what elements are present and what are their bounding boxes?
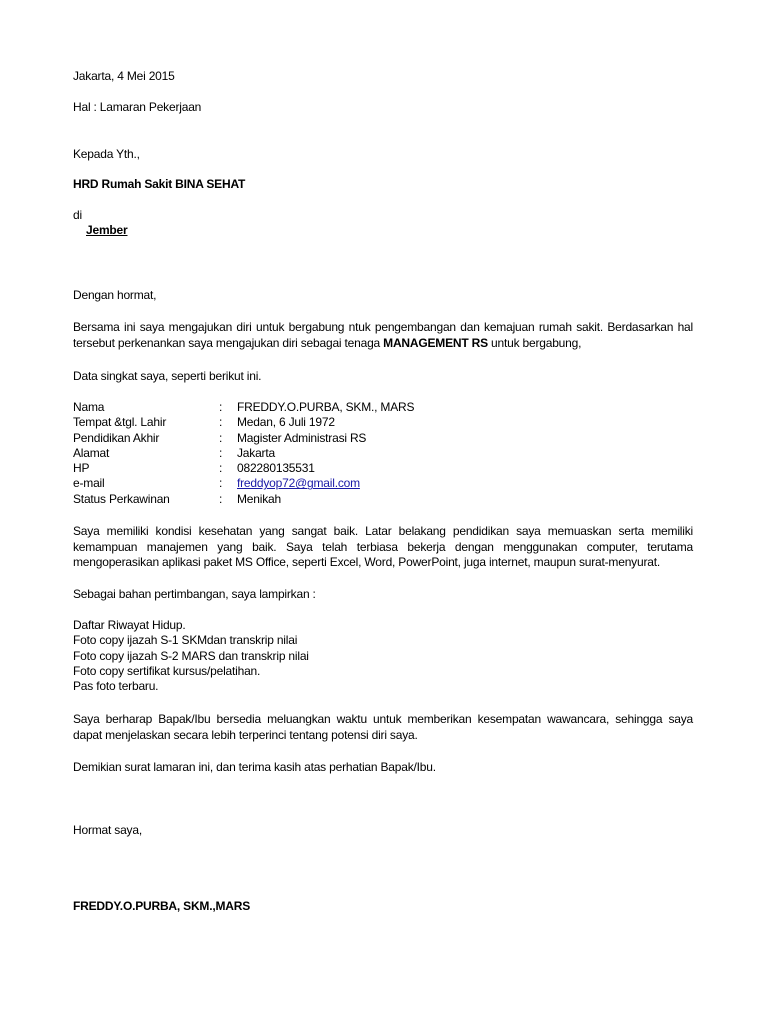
info-value: Medan, 6 Juli 1972 [237, 415, 335, 430]
hope-line-1: Saya berharap Bapak/Ibu bersedia meluangkan waktu untuk memberikan kesempatan wawancara, sehingga saya [73, 712, 693, 726]
intro-line-1: Bersama ini saya mengajukan diri untuk bergabung ntuk pengembangan dan kemajuan rumah sakit. Berdasarkan hal [73, 320, 693, 334]
info-colon: : [219, 415, 223, 430]
hope-paragraph [73, 712, 693, 743]
data-intro: Data singkat saya, seperti berikut ini. [73, 369, 262, 383]
info-colon: : [219, 461, 223, 476]
info-label: Nama [73, 400, 105, 414]
list-item: Daftar Riwayat Hidup. [73, 618, 186, 632]
info-value: Menikah [237, 491, 281, 506]
recipient-city: Jember [86, 223, 128, 237]
intro-line-2 [73, 336, 693, 352]
info-value: Jakarta [237, 445, 275, 460]
attachments-list [73, 618, 309, 694]
hope-line-2: dapat menjelaskan secara lebih terperinci tentang potensi diri saya. [73, 727, 418, 742]
email-link[interactable]: freddyop72@gmail.com [237, 476, 360, 491]
position-title: MANAGEMENT RS [383, 335, 488, 350]
info-colon: : [219, 476, 223, 491]
subject-line: Hal : Lamaran Pekerjaan [73, 100, 202, 114]
regards: Hormat saya, [73, 823, 142, 837]
list-item: Foto copy ijazah S-1 SKMdan transkrip nilai [73, 633, 298, 648]
info-colon: : [219, 491, 223, 506]
info-label: Tempat &tgl. Lahir [73, 415, 167, 430]
info-label: Alamat [73, 445, 110, 460]
info-value: FREDDY.O.PURBA, SKM., MARS [237, 400, 415, 414]
closing-line: Demikian surat lamaran ini, dan terima kasih atas perhatian Bapak/Ibu. [73, 760, 436, 774]
recipient-di: di [73, 208, 82, 222]
attachments-intro: Sebagai bahan pertimbangan, saya lampirkan : [73, 587, 316, 601]
intro-line-2-post: untuk bergabung, [487, 335, 582, 350]
info-colon: : [219, 430, 223, 445]
info-label: Pendidikan Akhir [73, 430, 160, 445]
intro-paragraph [73, 320, 693, 351]
place-date: Jakarta, 4 Mei 2015 [73, 69, 175, 83]
skills-paragraph [73, 524, 693, 571]
info-value [237, 476, 360, 491]
info-label: e-mail [73, 476, 105, 491]
skills-line-3: mengoperasikan aplikasi paket MS Office, seperti Excel, Word, PowerPoint, juga internet, maupun surat-menyurat. [73, 555, 660, 569]
info-colon: : [219, 445, 223, 460]
intro-line-2-pre: tersebut perkenankan saya mengajukan diri sebagai tenaga [73, 335, 384, 350]
skills-line-2: kemampuan manajemen yang baik. Saya telah terbiasa bekerja dengan menggunakan computer, terutama [73, 539, 693, 554]
recipient-name: HRD Rumah Sakit BINA SEHAT [73, 177, 246, 191]
info-value: Magister Administrasi RS [237, 430, 367, 445]
list-item: Foto copy sertifikat kursus/pelatihan. [73, 663, 261, 678]
addressee-prefix: Kepada Yth., [73, 147, 140, 161]
greeting: Dengan hormat, [73, 288, 157, 302]
list-item: Pas foto terbaru. [73, 679, 159, 694]
info-colon: : [219, 400, 223, 414]
list-item: Foto copy ijazah S-2 MARS dan transkrip nilai [73, 648, 309, 663]
signature-name: FREDDY.O.PURBA, SKM.,MARS [73, 899, 251, 913]
info-value: 082280135531 [237, 461, 315, 476]
skills-line-1: Saya memiliki kondisi kesehatan yang sangat baik. Latar belakang pendidikan saya memuaskan serta memiliki [73, 524, 693, 538]
info-label: HP [73, 461, 90, 476]
info-label: Status Perkawinan [73, 491, 170, 506]
